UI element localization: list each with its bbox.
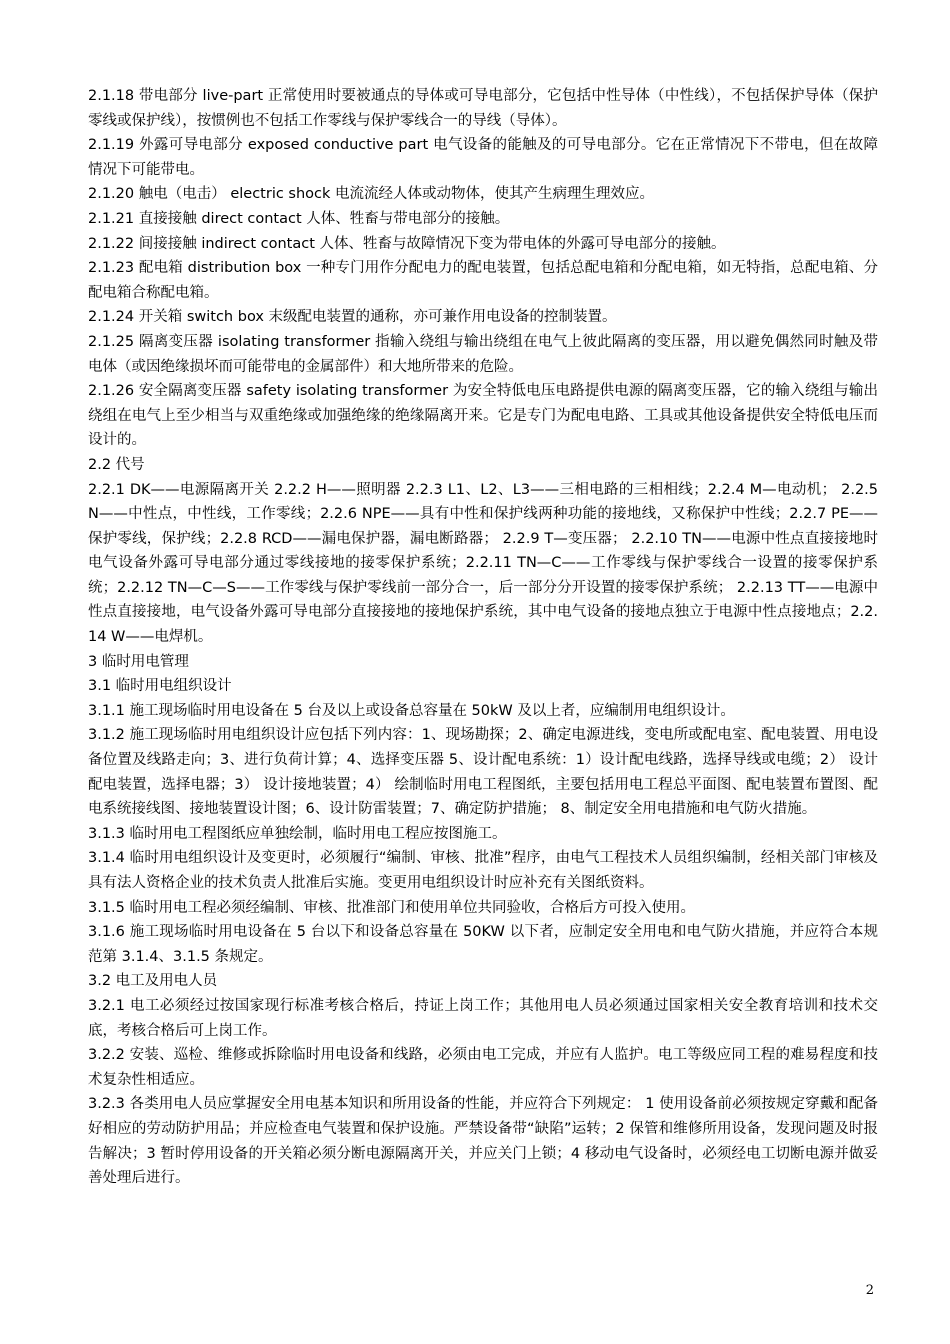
paragraph-3-1-2: 3.1.2 施工现场临时用电组织设计应包括下列内容：1、现场勘探；2、确定电源进线，变电所或配电室、配电装置、用电设备位置及线路走向；3、进行负荷计算；4、选择变压器 5、设计配电系统：1）设计配电线路，选择导线或电缆；2） 设计配电装置，选择电器；3） 设计接地装置；4） 绘制临时用电工程图纸，主要包括用电工程总平面图、配电装置布置图、配电系统接线图、接地装置设计图；6、设计防雷装置；7、确定防护措施； 8、制定安全用电措施和电气防火措施。 (88, 727, 878, 818)
paragraph-2-1-23: 2.1.23 配电箱 distribution box 一种专门用作分配电力的配电装置，包括总配电箱和分配电箱，如无特指，总配电箱、分配电箱合称配电箱。 (88, 260, 878, 301)
paragraph-3-1-1: 3.1.1 施工现场临时用电设备在 5 台及以上或设备总容量在 50kW 及以上者，应编制用电组织设计。 (88, 702, 735, 719)
paragraph-2-1-18: 2.1.18 带电部分 live-part 正常使用时要被通点的导体或可导电部分，它包括中性导体（中性线），不包括保护导体（保护零线或保护线），按惯例也不包括工作零线与保护零线合一的导线（导体）。 (88, 88, 878, 129)
paragraph-3-1-6: 3.1.6 施工现场临时用电设备在 5 台以下和设备总容量在 50KW 以下者，应制定安全用电和电气防火措施，并应符合本规范第 3.1.4、3.1.5 条规定。 (88, 924, 878, 965)
section-heading-2-2: 2.2 代号 (88, 456, 145, 473)
page-number: 2 (865, 1283, 874, 1298)
paragraph-codes: 2.2.1 DK——电源隔离开关 2.2.2 H——照明器 2.2.3 L1、L2、L3——三相电路的三相相线；2.2.4 M—电动机； 2.2.5 N——中性点，中性线，工作零线；2.2.6 NPE——具有中性和保护线两种功能的接地线，又称保护中性线；2.2.7 PE——保护零线，保护线；2.2.8 RCD——漏电保护器，漏电断路器； 2.2.9 T—变压器； 2.2.10 TN——电源中性点直接接地时电气设备外露可导电部分通过零线接地的接零保护系统；2.2.11 TN—C——工作零线与保护零线合一设置的接零保护系统；2.2.12 TN—C—S——工作零线与保护零线前一部分合一，后一部分分开设置的接零保护系统； 2.2.13 TT——电源中性点直接接地，电气设备外露可导电部分直接接地的接地保护系统，其中电气设备的接地点独立于电源中性点接地点；2.2.14 W——电焊机。 (88, 481, 878, 646)
paragraph-2-1-21: 2.1.21 直接接触 direct contact 人体、牲畜与带电部分的接触。 (88, 210, 510, 227)
paragraph-2-1-19: 2.1.19 外露可导电部分 exposed conductive part 电气设备的能触及的可导电部分。它在正常情况下不带电，但在故障情况下可能带电。 (88, 137, 878, 178)
document-body (88, 84, 878, 1191)
section-heading-3-1: 3.1 临时用电组织设计 (88, 678, 232, 695)
paragraph-2-1-22: 2.1.22 间接接触 indirect contact 人体、牲畜与故障情况下变为带电体的外露可导电部分的接触。 (88, 235, 726, 252)
paragraph-3-1-5: 3.1.5 临时用电工程必须经编制、审核、批准部门和使用单位共同验收，合格后方可投入使用。 (88, 899, 695, 916)
paragraph-2-1-24: 2.1.24 开关箱 switch box 末级配电装置的通称，亦可兼作用电设备的控制装置。 (88, 309, 617, 326)
paragraph-3-2-2: 3.2.2 安装、巡检、维修或拆除临时用电设备和线路，必须由电工完成，并应有人监护。电工等级应同工程的难易程度和技术复杂性相适应。 (88, 1047, 878, 1088)
paragraph-3-2-1: 3.2.1 电工必须经过按国家现行标准考核合格后，持证上岗工作；其他用电人员必须通过国家相关安全教育培训和技术交底，考核合格后可上岗工作。 (88, 997, 878, 1039)
paragraph-3-1-4: 3.1.4 临时用电组织设计及变更时，必须履行“编制、审核、批准”程序，由电气工程技术人员组织编制，经相关部门审核及具有法人资格企业的技术负责人批准后实施。变更用电组织设计时应补充有关图纸资料。 (88, 850, 878, 891)
section-heading-3: 3 临时用电管理 (88, 653, 189, 670)
paragraph-3-2-3: 3.2.3 各类用电人员应掌握安全用电基本知识和所用设备的性能，并应符合下列规定： 1 使用设备前必须按规定穿戴和配备好相应的劳动防护用品；并应检查电气装置和保护设施。严禁设备带“缺陷”运转；2 保管和维修所用设备，发现问题及时报告解决；3 暂时停用设备的开关箱必须分断电源隔离开关，并应关门上锁；4 移动电气设备时，必须经电工切断电源并做妥善处理后进行。 (88, 1096, 878, 1187)
section-heading-3-2: 3.2 电工及用电人员 (88, 973, 218, 990)
paragraph-2-1-25: 2.1.25 隔离变压器 isolating transformer 指输入绕组与输出绕组在电气上彼此隔离的变压器，用以避免偶然同时触及带电体（或因绝缘损坏而可能带电的金属部件）和大地所带来的危险。 (88, 333, 878, 375)
paragraph-3-1-3: 3.1.3 临时用电工程图纸应单独绘制，临时用电工程应按图施工。 (88, 825, 507, 842)
paragraph-2-1-20: 2.1.20 触电（电击） electric shock 电流流经人体或动物体，使其产生病理生理效应。 (88, 186, 655, 203)
paragraph-2-1-26: 2.1.26 安全隔离变压器 safety isolating transformer 为安全特低电压电路提供电源的隔离变压器，它的输入绕组与输出绕组在电气上至少相当与双重绝缘或加强绝缘的绝缘隔离开来。它是专门为配电电路、工具或其他设备提供安全特低电压而设计的。 (88, 383, 878, 449)
